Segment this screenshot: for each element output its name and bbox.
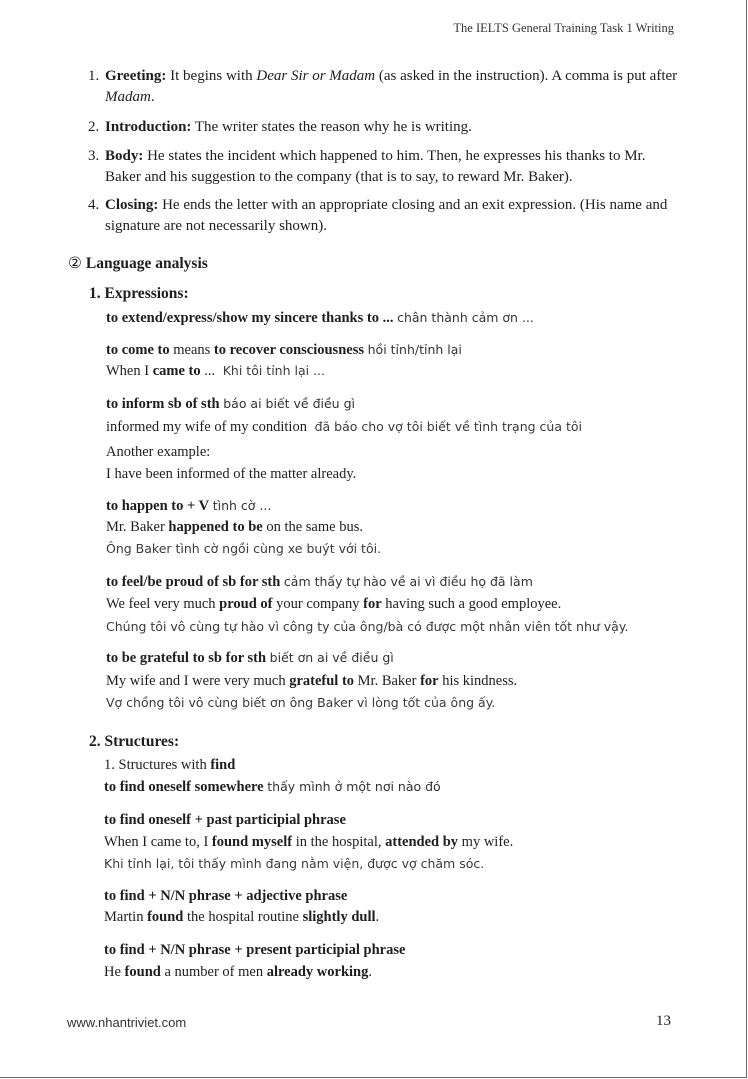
example-grateful-to: My wife and I were very much grateful to Mr. Baker for his kindness. — [106, 673, 518, 689]
example-happen-to: Mr. Baker happened to be on the same bus. — [106, 519, 363, 535]
structure-item-greeting: 1. Greeting: It begins with Dear Sir or Madam (as asked in the instruction). A comma is put after Madam. — [88, 68, 678, 105]
example-proud-of: We feel very much proud of your company for having such a good employee. — [106, 596, 562, 612]
example-find-adjective: Martin found the hospital routine slightly dull. — [104, 909, 380, 925]
example-come-to: When I came to ... Khi tôi tỉnh lại ... — [106, 363, 325, 379]
example-grateful-to-vn: Vợ chồng tôi vô cùng biết ơn ông Baker vì lòng tốt của ông ấy. — [106, 695, 496, 710]
example-inform-2: I have been informed of the matter already. — [106, 466, 357, 482]
structure-item-closing: 4. Closing: He ends the letter with an appropriate closing and an exit expression. (His name and signature are not necessarily shown). — [88, 197, 668, 234]
structure-find-adjective: to find + N/N phrase + adjective phrase — [104, 888, 348, 904]
example-find-oneself-vn: Khi tỉnh lại, tôi thấy mình đang nằm viện, được vợ chăm sóc. — [104, 856, 485, 871]
expression-come-to: to come to means to recover consciousness hồi tỉnh/tỉnh lại — [106, 342, 462, 358]
structure-find-oneself-past-participle: to find oneself + past participial phrase — [104, 812, 346, 828]
example-find-present-participle: He found a number of men already working. — [104, 964, 373, 980]
page-number: 13 — [656, 1013, 671, 1029]
expression-inform: to inform sb of sth báo ai biết về điều gì — [106, 396, 355, 412]
example-happen-to-vn: Ông Baker tình cờ ngồi cùng xe buýt với tôi. — [106, 541, 382, 556]
expression-grateful-to: to be grateful to sb for sth biết ơn ai về điều gì — [106, 650, 394, 666]
expression-extend-thanks: to extend/express/show my sincere thanks to ... chân thành cảm ơn ... — [106, 310, 534, 326]
example-proud-of-vn: Chúng tôi vô cùng tự hào vì công ty của ông/bà có được một nhân viên tốt như vậy. — [106, 619, 629, 634]
structures-with-find: 1. Structures with find — [104, 757, 236, 773]
example-find-oneself: When I came to, I found myself in the hospital, attended by my wife. — [104, 834, 514, 850]
structure-item-body: 3. Body: He states the incident which happened to him. Then, he expresses his thanks to Mr. Baker and his suggestion to the company (that is to say, to reward Mr. Baker). — [88, 148, 646, 185]
structure-find-present-participle: to find + N/N phrase + present participial phrase — [104, 942, 406, 958]
subheading-expressions: 1. Expressions: — [89, 285, 189, 302]
subheading-structures: 2. Structures: — [89, 733, 180, 750]
another-example-label: Another example: — [106, 444, 211, 460]
running-head: The IELTS General Training Task 1 Writing — [453, 21, 674, 35]
structure-item-introduction: 2. Introduction: The writer states the reason why he is writing. — [88, 119, 472, 135]
section-heading-language-analysis: ② Language analysis — [68, 255, 208, 272]
structure-find-oneself-somewhere: to find oneself somewhere thấy mình ở một nơi nào đó — [104, 779, 441, 795]
expression-happen-to: to happen to + V tình cờ ... — [106, 498, 272, 514]
footer-url: www.nhantriviet.com — [67, 1015, 187, 1030]
example-inform: informed my wife of my condition đã báo cho vợ tôi biết về tình trạng của tôi — [106, 419, 582, 435]
expression-proud-of: to feel/be proud of sb for sth cảm thấy tự hào về ai vì điều họ đã làm — [106, 574, 533, 590]
